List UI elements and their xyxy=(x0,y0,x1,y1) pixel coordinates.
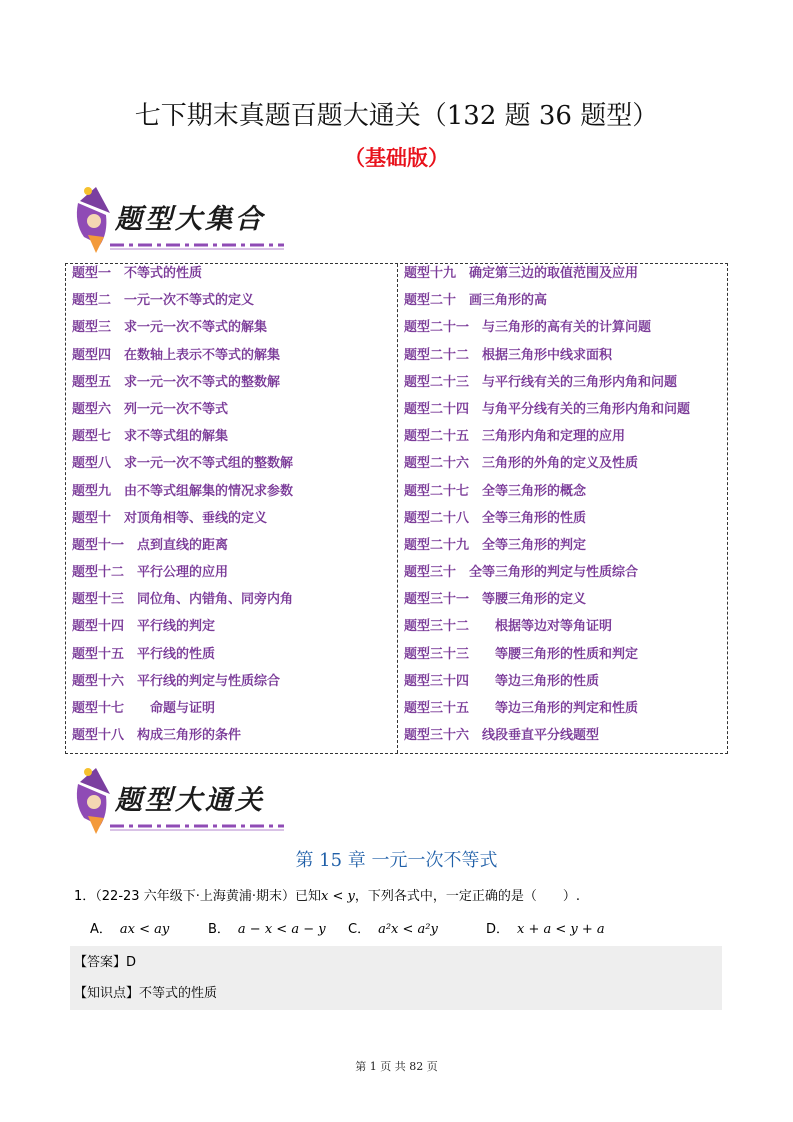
practice-banner xyxy=(70,764,292,838)
topic-index-item: 题型十五 平行线的性质 xyxy=(72,646,216,662)
topic-index-item: 题型三十 全等三角形的判定与性质综合 xyxy=(404,565,639,581)
topic-index-item: 题型五 求一元一次不等式的整数解 xyxy=(72,374,281,390)
topic-index-item: 题型二十一 与三角形的高有关的计算问题 xyxy=(404,320,652,336)
topic-index-item: 题型二十三 与平行线有关的三角形内角和问题 xyxy=(404,374,678,390)
topic-index-item: 题型十四 平行线的判定 xyxy=(72,619,216,635)
question-stem xyxy=(74,886,580,908)
topic-index-item: 题型二十六 三角形的外角的定义及性质 xyxy=(404,456,639,472)
topic-index-item: 题型一 不等式的性质 xyxy=(72,266,203,281)
topic-index-item: 题型十六 平行线的判定与性质综合 xyxy=(72,673,281,689)
topic-index-item: 题型十八 构成三角形的条件 xyxy=(72,728,242,744)
collection-banner-label: 题型大集合 xyxy=(115,204,265,235)
option-expression: a²x < a²y xyxy=(378,922,438,937)
question-number: 1． xyxy=(74,889,96,904)
page-subtitle: （基础版） xyxy=(344,146,449,170)
topic-index-item: 题型二 一元一次不等式的定义 xyxy=(72,293,255,309)
option-b xyxy=(208,919,326,941)
answer-value: D xyxy=(126,955,137,970)
question-text-before: 已知 xyxy=(294,889,321,904)
topic-index-item: 题型二十 画三角形的高 xyxy=(404,293,548,309)
topic-index-item: 题型三 求一元一次不等式的解集 xyxy=(72,320,268,336)
knowledge-line xyxy=(74,983,217,1005)
option-expression: x + a < y + a xyxy=(517,922,605,937)
knowledge-label: 【知识点】 xyxy=(74,986,140,1001)
topic-index-item: 题型三十六 线段垂直平分线题型 xyxy=(404,728,600,744)
topic-index-item: 题型十七 命题与证明 xyxy=(72,701,216,716)
option-c xyxy=(348,919,438,941)
option-a xyxy=(90,919,169,941)
option-label: A． xyxy=(90,922,112,937)
option-label: D． xyxy=(486,922,510,937)
topic-index-item: 题型十三 同位角、内错角、同旁内角 xyxy=(72,592,294,608)
topic-index-item: 题型二十五 三角形内角和定理的应用 xyxy=(404,429,626,445)
topic-index-item: 题型三十三 等腰三角形的性质和判定 xyxy=(404,646,639,662)
topic-index-item: 题型四 在数轴上表示不等式的解集 xyxy=(72,347,281,363)
topic-index-right-column xyxy=(404,264,726,753)
topic-index-item: 题型七 求不等式组的解集 xyxy=(72,429,229,445)
question-condition: x < y xyxy=(320,889,355,904)
option-expression: ax < ay xyxy=(119,922,170,937)
topic-index-item: 题型三十一 等腰三角形的定义 xyxy=(404,592,587,608)
topic-index-item: 题型二十四 与角平分线有关的三角形内角和问题 xyxy=(404,401,691,417)
answer-panel xyxy=(70,946,722,1010)
topic-index-item: 题型八 求一元一次不等式组的整数解 xyxy=(72,456,294,472)
question-source: （22-23 六年级下·上海黄浦·期末） xyxy=(95,889,295,904)
knowledge-value: 不等式的性质 xyxy=(139,986,218,1001)
option-label: C． xyxy=(348,922,371,937)
page-title: 七下期末真题百题大通关（132 题 36 题型） xyxy=(134,101,659,131)
topic-index-item: 题型十九 确定第三边的取值范围及应用 xyxy=(404,266,639,281)
topic-index-item: 题型三十四 等边三角形的性质 xyxy=(404,673,600,689)
collection-banner xyxy=(70,183,292,257)
question-text-after: ，下列各式中，一定正确的是（ ）. xyxy=(354,889,580,904)
practice-banner-label: 题型大通关 xyxy=(115,785,265,816)
topic-index-item: 题型十一 点到直线的距离 xyxy=(72,537,229,553)
topic-index-item: 题型二十八 全等三角形的性质 xyxy=(404,510,587,526)
option-d xyxy=(486,919,605,941)
topic-index-left-column xyxy=(72,264,392,753)
topic-index-item: 题型三十五 等边三角形的判定和性质 xyxy=(404,701,639,716)
topic-index-divider xyxy=(397,264,398,753)
topic-index xyxy=(65,263,728,754)
chapter-heading: 第 15 章 一元一次不等式 xyxy=(295,850,498,871)
topic-index-item: 题型九 由不等式组解集的情况求参数 xyxy=(72,483,294,499)
topic-index-item: 题型二十二 根据三角形中线求面积 xyxy=(404,347,613,363)
topic-index-item: 题型二十七 全等三角形的概念 xyxy=(404,483,587,499)
answer-label: 【答案】 xyxy=(74,955,127,970)
option-label: B． xyxy=(208,922,230,937)
page-footer: 第 1 页 共 82 页 xyxy=(355,1060,438,1073)
topic-index-item: 题型十二 平行公理的应用 xyxy=(72,565,229,581)
answer-line xyxy=(74,952,136,974)
option-expression: a − x < a − y xyxy=(237,922,326,937)
topic-index-item: 题型三十二 根据等边对等角证明 xyxy=(404,619,613,635)
topic-index-item: 题型六 列一元一次不等式 xyxy=(72,401,229,417)
topic-index-item: 题型二十九 全等三角形的判定 xyxy=(404,537,587,553)
topic-index-item: 题型十 对顶角相等、垂线的定义 xyxy=(72,510,268,526)
